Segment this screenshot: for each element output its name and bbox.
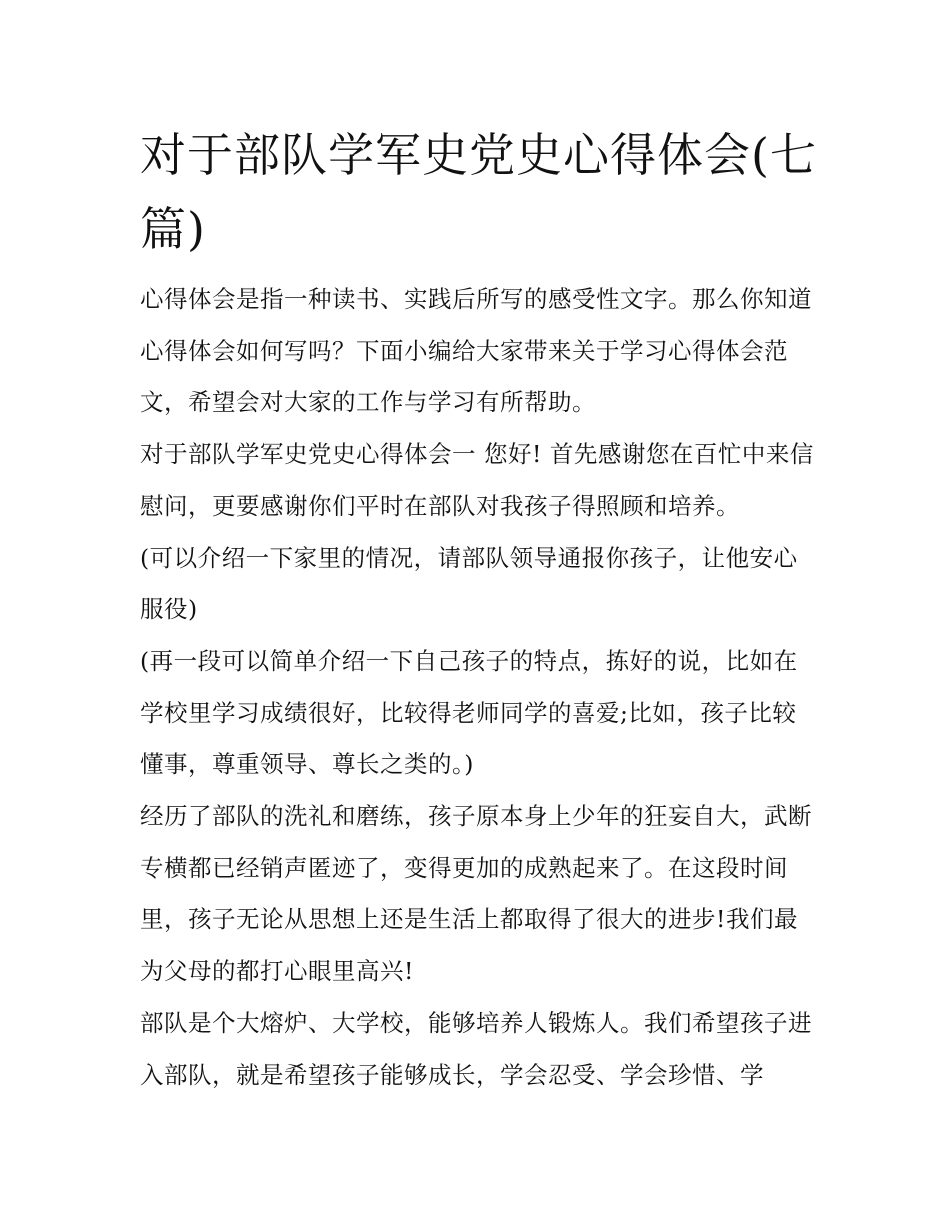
paragraph-army-school: 部队是个大熔炉、大学校，能够培养人锻炼人。我们希望孩子进入部队，就是希望孩子能够成长，学会忍受、学会珍惜、学	[140, 1008, 812, 1089]
paragraph-greeting: 对于部队学军史党史心得体会一 您好! 首先感谢您在百忙中来信慰问，更要感谢你们平时在部队对我孩子得照顾和培养。	[140, 440, 814, 520]
document-title: 对于部队学军史党史心得体会(七篇)	[140, 128, 817, 256]
paragraph-growth: 经历了部队的洗礼和磨练，孩子原本身上少年的狂妄自大，武断专横都已经销声匿迹了，变得更加的成熟起来了。在这段时间里，孩子无论从思想上还是生活上都取得了很大的进步!我们最为父母的都打心眼里高兴!	[140, 802, 812, 986]
paragraph-child-traits: (再一段可以简单介绍一下自己孩子的特点，拣好的说，比如在学校里学习成绩很好，比较得老师同学的喜爱;比如，孩子比较懂事，尊重领导、尊长之类的。)	[140, 646, 798, 779]
paragraph-family-note: (可以介绍一下家里的情况，请部队领导通报你孩子，让他安心服役)	[140, 543, 798, 624]
paragraph-intro: 心得体会是指一种读书、实践后所写的感受性文字。那么你知道心得体会如何写吗？下面小编给大家带来关于学习心得体会范文，希望会对大家的工作与学习有所帮助。	[140, 285, 812, 417]
document-body	[140, 274, 820, 1101]
